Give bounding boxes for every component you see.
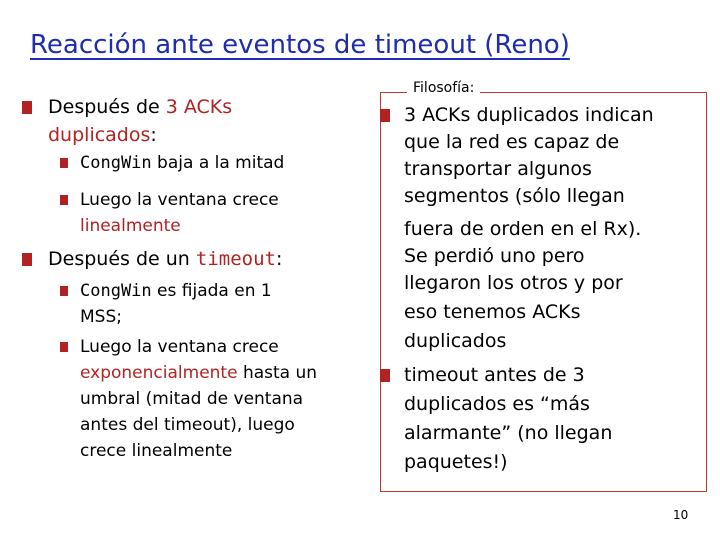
b1-pre: Después de	[48, 96, 166, 118]
sub1-text: baja a la mitad	[151, 153, 285, 173]
rb2-line1: duplicados es “más	[404, 393, 590, 415]
square-bullet-icon	[380, 369, 390, 382]
left-sub-2-line2	[80, 215, 181, 237]
square-bullet-icon	[22, 101, 32, 114]
rb2-line0: timeout antes de 3	[404, 364, 585, 386]
left-sub-4	[60, 336, 279, 358]
rb1-line6: llegaron los otros y por	[404, 272, 623, 294]
rb1-line8: duplicados	[404, 330, 507, 352]
sub4-line3: umbral (mitad de ventana	[80, 389, 304, 409]
rb1-line0: 3 ACKs duplicados indican	[404, 104, 654, 126]
b2-red: timeout	[195, 248, 276, 270]
m-bullet-icon	[60, 342, 68, 352]
slide-title: Reacción ante eventos de timeout (Reno)	[30, 30, 570, 60]
left-sub-4-line4	[80, 414, 295, 436]
rb1-line2: transportar algunos	[404, 158, 592, 180]
sub4-line2-red: exponencialmente	[80, 363, 238, 383]
b1-line2-red: duplicados	[48, 124, 151, 146]
left-bullet-1-line2	[48, 124, 157, 146]
left-bullet-2	[22, 248, 282, 270]
philosophy-box-title: Filosofía:	[407, 80, 480, 96]
sub3-text: es fijada en 1	[151, 281, 272, 301]
congwin-2: CongWin	[80, 281, 152, 301]
sub2-text1: Luego la ventana crece	[80, 190, 279, 210]
sub3-line2: MSS;	[80, 307, 122, 327]
left-sub-3	[60, 280, 272, 302]
left-sub-1	[60, 152, 284, 174]
left-sub-4-line2	[80, 362, 317, 384]
sub2-red: linealmente	[80, 216, 181, 236]
b2-pre: Después de un	[48, 248, 196, 270]
rb1-line3: segmentos (sólo llegan	[404, 185, 625, 207]
left-sub-4-line3	[80, 388, 303, 410]
rb1-line1: que la red es capaz de	[404, 131, 620, 153]
b2-end: :	[275, 248, 283, 270]
rb2-line3: paquetes!)	[404, 451, 508, 473]
m-bullet-icon	[60, 286, 68, 296]
b1-red: 3 ACKs	[165, 96, 233, 118]
left-sub-3-line2	[80, 306, 122, 328]
right-bullet-2	[380, 364, 585, 387]
left-sub-2	[60, 189, 279, 211]
sub4-line5: crece linealmente	[80, 441, 233, 461]
rb1-line4: fuera de orden en el Rx).	[404, 218, 642, 240]
m-bullet-icon	[60, 158, 68, 168]
rb1-line7: eso tenemos ACKs	[404, 301, 581, 323]
congwin-1: CongWin	[80, 153, 152, 173]
page-number: 10	[673, 508, 689, 522]
left-bullet-1	[22, 96, 232, 118]
square-bullet-icon	[22, 253, 32, 266]
left-sub-4-line5	[80, 440, 232, 462]
rb1-line5: Se perdió uno pero	[404, 245, 585, 267]
right-bullet-1	[380, 104, 654, 127]
sub4-line4: antes del timeout), luego	[80, 415, 295, 435]
m-bullet-icon	[60, 195, 68, 205]
b1-line2-end: :	[150, 124, 157, 146]
rb2-line2: alarmante” (no llegan	[404, 422, 613, 444]
sub4-line1: Luego la ventana crece	[80, 337, 279, 357]
sub4-line2-end: hasta un	[237, 363, 318, 383]
square-bullet-icon	[380, 109, 390, 122]
